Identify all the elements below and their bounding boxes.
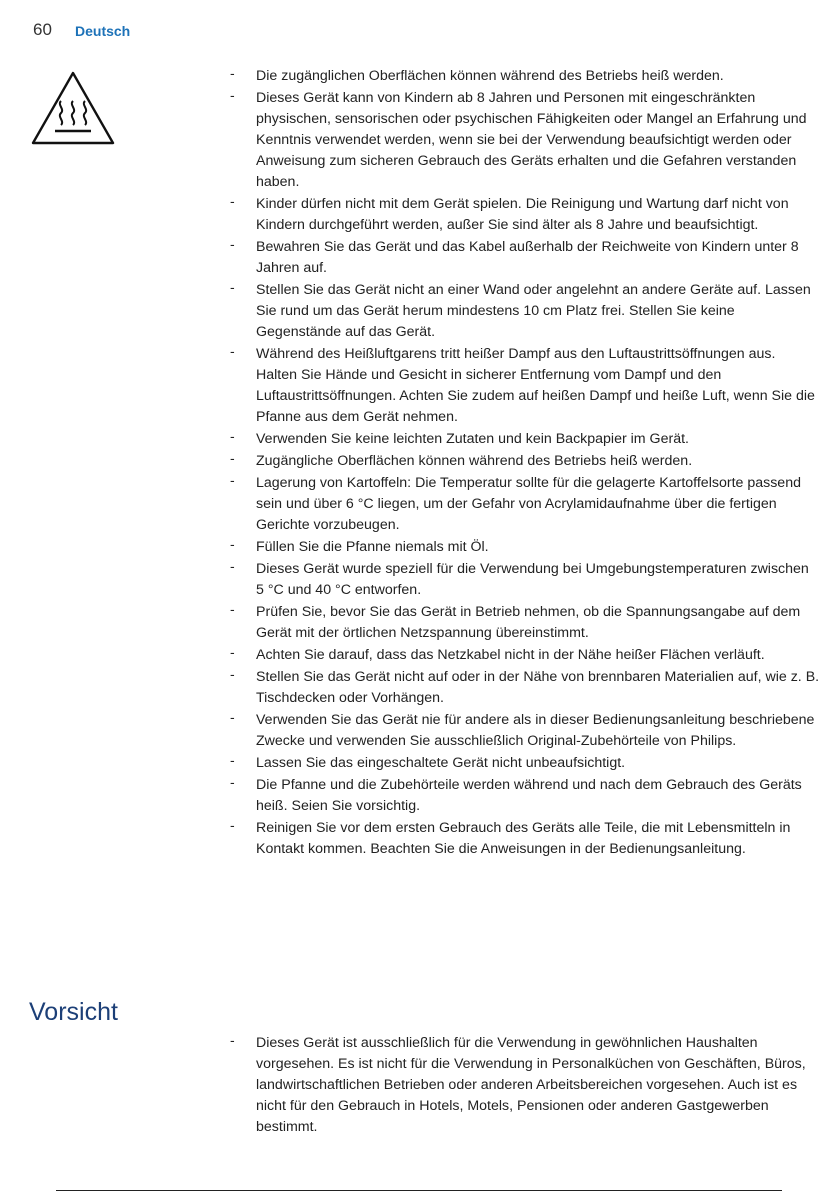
bullet-dash: -	[230, 644, 235, 660]
list-item	[230, 88, 820, 193]
warning-text: Zugängliche Oberflächen können während des Betriebs heiß werden.	[256, 453, 693, 469]
bullet-dash: -	[230, 601, 235, 617]
warning-text: Kinder dürfen nicht mit dem Gerät spielen. Die Reinigung und Wartung darf nicht von Kindern durchgeführt werden, außer Sie sind älter als 8 Jahre und beaufsichtigt.	[256, 196, 789, 233]
bullet-dash: -	[230, 193, 235, 209]
list-item	[230, 602, 820, 644]
warning-text: Prüfen Sie, bevor Sie das Gerät in Betrieb nehmen, ob die Spannungsangabe auf dem Gerät mit der örtlichen Netzspannung übereinstimmt.	[256, 604, 801, 641]
warning-text: Dieses Gerät wurde speziell für die Verwendung bei Umgebungstemperaturen zwischen 5 °C und 40 °C entworfen.	[256, 561, 809, 598]
list-item	[230, 1033, 820, 1138]
bullet-dash: -	[230, 817, 235, 833]
list-item	[230, 66, 820, 87]
bullet-dash: -	[230, 558, 235, 574]
list-item	[230, 237, 820, 279]
warning-text: Bewahren Sie das Gerät und das Kabel außerhalb der Reichweite von Kindern unter 8 Jahren auf.	[256, 239, 799, 276]
bullet-dash: -	[230, 536, 235, 552]
list-item	[230, 559, 820, 601]
bullet-dash: -	[230, 279, 235, 295]
list-item	[230, 194, 820, 236]
warning-text: Die zugänglichen Oberflächen können während des Betriebs heiß werden.	[256, 68, 724, 84]
warning-text: Dieses Gerät kann von Kindern ab 8 Jahren und Personen mit eingeschränkten physischen, sensorischen oder psychischen Fähigkeiten oder Mangel an Erfahrung und Kenntnis verwendet werden, wenn sie bei der Verwendung beaufsichtigt werden oder Anweisung zum sicheren Gebrauch des Geräts erhalten und die Gefahren verstanden haben.	[256, 90, 807, 190]
list-item	[230, 775, 820, 817]
language-label: Deutsch	[75, 23, 131, 39]
bullet-dash: -	[230, 709, 235, 725]
list-item	[230, 537, 820, 558]
bullet-dash: -	[230, 666, 235, 682]
warnings-list	[230, 66, 820, 861]
list-item	[230, 667, 820, 709]
bullet-dash: -	[230, 65, 235, 81]
list-item	[230, 344, 820, 428]
warning-text: Lassen Sie das eingeschaltete Gerät nicht unbeaufsichtigt.	[256, 755, 626, 771]
warning-text: Während des Heißluftgarens tritt heißer Dampf aus den Luftaustrittsöffnungen aus. Halten Sie Hände und Gesicht in sicherer Entfernung vom Dampf und den Luftaustrittsöffnungen. Achten Sie zudem auf heißen Dampf und heiße Luft, wenn Sie die Pfanne aus dem Gerät nehmen.	[256, 346, 815, 425]
bullet-dash: -	[230, 472, 235, 488]
bullet-dash: -	[230, 752, 235, 768]
warning-text: Verwenden Sie keine leichten Zutaten und kein Backpapier im Gerät.	[256, 431, 689, 447]
page-number: 60	[33, 20, 52, 39]
section-heading-caution: Vorsicht	[29, 998, 118, 1026]
warning-text: Stellen Sie das Gerät nicht an einer Wand oder angelehnt an andere Geräte auf. Lassen Sie rund um das Gerät herum mindestens 10 cm Platz frei. Stellen Sie keine Gegenstände auf das Gerät.	[256, 282, 811, 340]
warning-text: Stellen Sie das Gerät nicht auf oder in der Nähe von brennbaren Materialien auf, wie z. B. Tischdecken oder Vorhängen.	[256, 669, 820, 706]
list-item	[230, 645, 820, 666]
list-item	[230, 451, 820, 472]
warning-text: Reinigen Sie vor dem ersten Gebrauch des Geräts alle Teile, die mit Lebensmitteln in Kontakt kommen. Beachten Sie die Anweisungen in der Bedienungsanleitung.	[256, 820, 791, 857]
list-item	[230, 753, 820, 774]
bullet-dash: -	[230, 1032, 235, 1048]
bullet-dash: -	[230, 450, 235, 466]
list-item	[230, 280, 820, 343]
caution-text: Dieses Gerät ist ausschließlich für die Verwendung in gewöhnlichen Haushalten vorgesehen. Es ist nicht für die Verwendung in Personalküchen von Geschäften, Büros, landwirtschaftlichen Betrieben oder anderen Arbeitsbereichen vorgesehen. Auch ist es nicht für den Gebrauch in Hotels, Motels, Pensionen oder anderen Gastgewerben bestimmt.	[256, 1035, 806, 1135]
list-item	[230, 710, 820, 752]
bullet-dash: -	[230, 774, 235, 790]
bullet-dash: -	[230, 236, 235, 252]
list-item	[230, 473, 820, 536]
hot-surface-warning-icon	[30, 70, 116, 146]
list-item	[230, 429, 820, 450]
warning-text: Füllen Sie die Pfanne niemals mit Öl.	[256, 539, 489, 555]
list-item	[230, 818, 820, 860]
caution-list	[230, 1033, 820, 1139]
bullet-dash: -	[230, 343, 235, 359]
bullet-dash: -	[230, 428, 235, 444]
warning-text: Achten Sie darauf, dass das Netzkabel nicht in der Nähe heißer Flächen verläuft.	[256, 647, 765, 663]
warning-text: Die Pfanne und die Zubehörteile werden während und nach dem Gebrauch des Geräts heiß. Seien Sie vorsichtig.	[256, 777, 802, 814]
bullet-dash: -	[230, 87, 235, 103]
warning-text: Lagerung von Kartoffeln: Die Temperatur sollte für die gelagerte Kartoffelsorte passend sein und über 6 °C liegen, um der Gefahr von Acrylamidaufnahme über die fertigen Gerichte vorzubeugen.	[256, 475, 801, 533]
warning-text: Verwenden Sie das Gerät nie für andere als in dieser Bedienungsanleitung beschriebene Zwecke und verwenden Sie ausschließlich Original-Zubehörteile von Philips.	[256, 712, 815, 749]
